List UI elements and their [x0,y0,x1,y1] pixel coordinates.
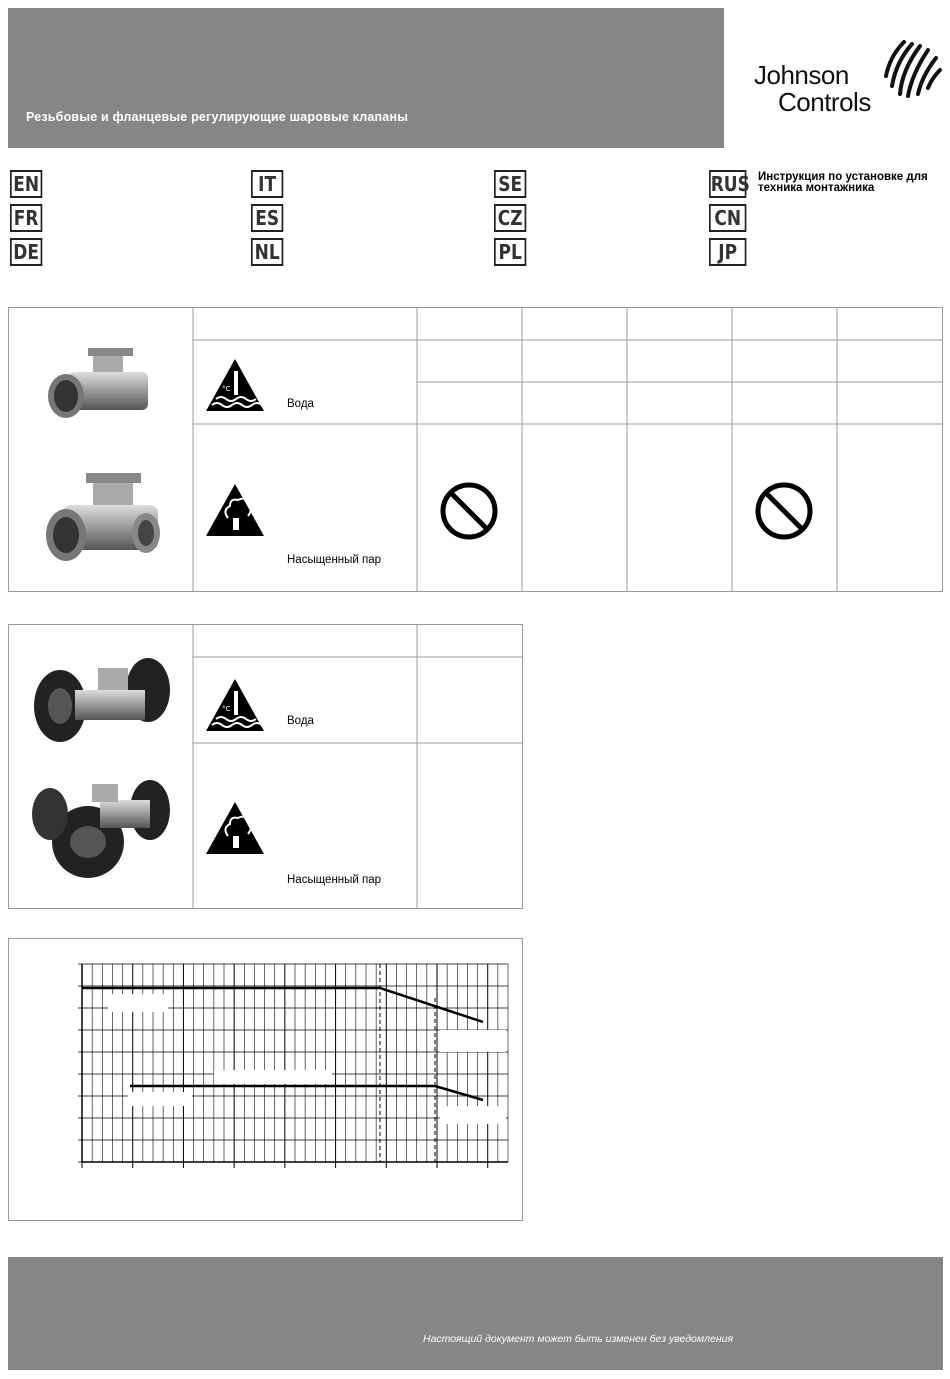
chart-plot [8,938,523,1221]
lang-nl-button[interactable]: NL [251,238,283,266]
logo-line-2: Controls [778,87,871,117]
lang-fr-button[interactable]: FR [10,204,42,232]
water-temperature-icon [204,677,266,733]
lang-cn-button[interactable]: CN [709,204,746,232]
company-logo-text [754,62,871,116]
install-instruction-note: Инструкция по установке для техника монтажника [758,171,928,194]
steam-icon [204,800,266,856]
johnson-controls-logo-icon [880,36,944,100]
water-label: Вода [287,398,314,410]
water-label: Вода [287,715,314,727]
steam-label: Насыщенный пар [287,554,382,566]
lang-de-button[interactable]: DE [10,238,42,266]
label-mask [108,994,168,1012]
lang-pl-button[interactable]: PL [494,238,526,266]
lang-en-button[interactable]: EN [10,170,42,198]
flanged-3way-valve-image [30,770,175,885]
header-band [8,8,724,148]
lang-es-button[interactable]: ES [251,204,283,232]
lang-rus-button[interactable]: RUS [710,172,750,196]
svg-text:°C: °C [222,705,231,713]
prohibited-icon [753,480,815,542]
steam-label: Насыщенный пар [287,874,382,886]
document-title: Резьбовые и фланцевые регулирующие шаровые клапаны [26,110,409,124]
footer-note: Настоящий документ может быть изменен без уведомления [423,1333,734,1345]
label-mask [440,1030,506,1052]
steam-icon [204,482,266,538]
prohibited-icon [438,480,500,542]
lang-cz-button[interactable]: CZ [494,204,526,232]
label-mask [214,1070,332,1084]
svg-text:°C: °C [222,385,231,393]
threaded-2way-valve-image [38,330,168,430]
label-mask [440,1106,506,1124]
lang-se-button[interactable]: SE [494,170,526,198]
water-temperature-icon [204,357,266,413]
footer-band [8,1257,943,1370]
lang-jp-button[interactable]: JP [709,238,746,266]
threaded-3way-valve-image [38,455,168,575]
label-mask [128,1092,192,1106]
logo-line-1: Johnson [754,60,849,90]
flanged-2way-valve-image [30,648,175,748]
lang-it-button[interactable]: IT [251,170,283,198]
